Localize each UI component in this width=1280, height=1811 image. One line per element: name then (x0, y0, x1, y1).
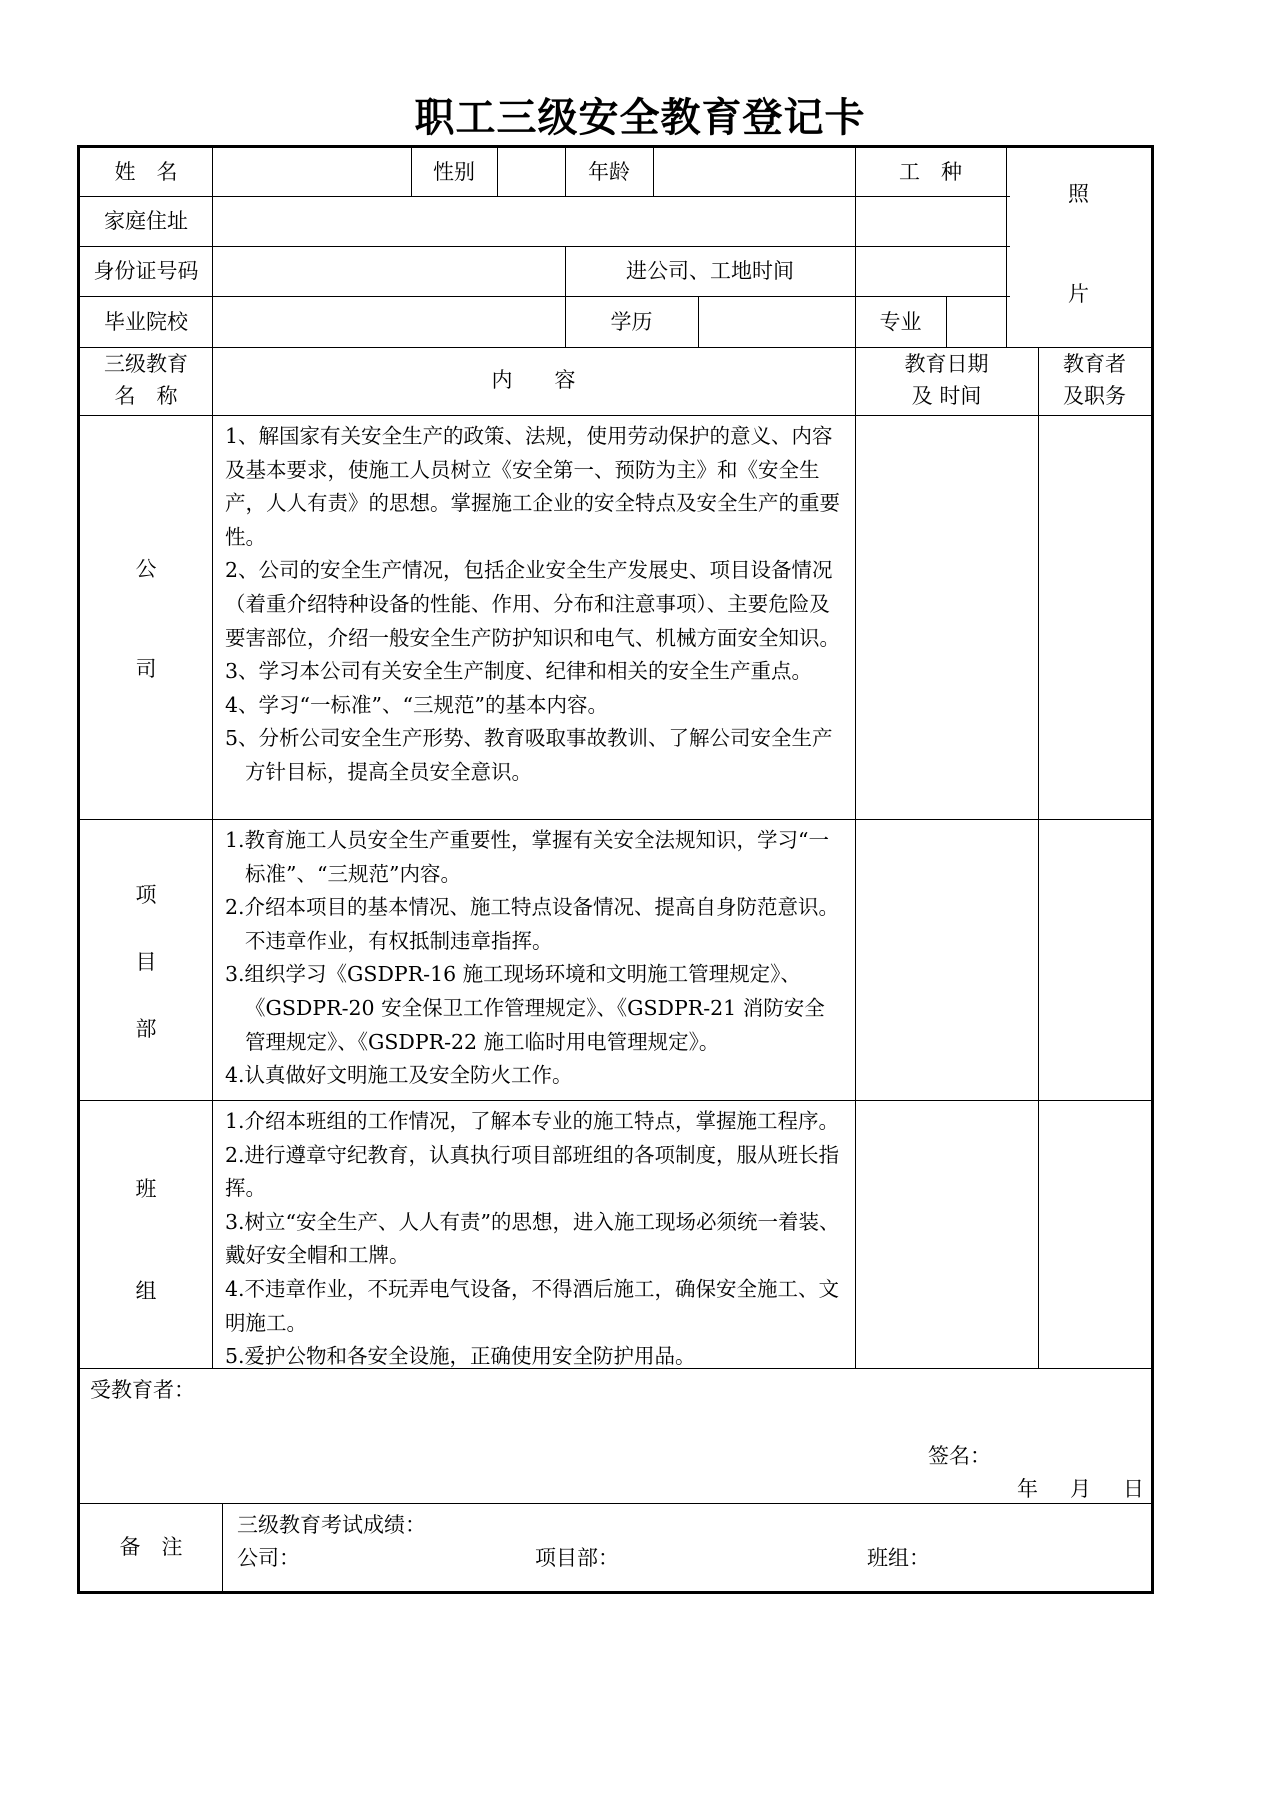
company-item-5: 5、分析公司安全生产形势、教育吸取事故教训、了解公司安全生产方针目标，提高全员安全意识。 (225, 726, 833, 784)
company-content (225, 420, 843, 790)
level-header-line1: 三级教育 (104, 352, 188, 376)
team-item-1: 1.介绍本班组的工作情况，了解本专业的施工特点，掌握施工程序。 (225, 1109, 840, 1133)
rule-row-9 (80, 1503, 1151, 1504)
photo-label-top: 照 (1068, 182, 1089, 206)
team-item-5: 5.爱护公物和各安全设施，正确使用安全防护用品。 (225, 1344, 696, 1369)
rule-row-2 (80, 246, 1010, 247)
educator-header-line2: 及职务 (1063, 384, 1126, 408)
project-item-4: 4.认真做好文明施工及安全防火工作。 (225, 1063, 573, 1088)
school-label: 毕业院校 (104, 310, 188, 334)
project-item-1: 1.教育施工人员安全生产重要性，掌握有关安全法规知识，学习“一标准”、“三规范”内容。 (225, 828, 830, 886)
project-content (225, 824, 843, 1093)
page-title: 职工三级安全教育登记卡 (414, 95, 866, 141)
rule-row-5 (80, 415, 1151, 416)
rule-col-remarks (222, 1503, 223, 1591)
team-content (225, 1105, 843, 1374)
rule-col-level (212, 347, 213, 1368)
registration-card-table (77, 145, 1154, 1594)
gender-label: 性别 (433, 160, 475, 184)
company-level-label-bottom: 司 (135, 657, 157, 681)
rule-col-date (855, 347, 856, 1368)
date-header-line2: 及 时间 (911, 384, 982, 408)
exam-score-label: 三级教育考试成绩： (237, 1513, 426, 1537)
team-score-label: 班组： (867, 1546, 930, 1570)
address-label: 家庭住址 (104, 209, 188, 233)
date-day-label: 日 (1123, 1477, 1144, 1501)
content-header: 内 容 (491, 368, 576, 392)
major-label: 专业 (879, 310, 922, 334)
project-item-2: 2.介绍本项目的基本情况、施工特点设备情况、提高自身防范意识。不违章作业，有权抵制违章指挥。 (225, 895, 840, 953)
rule-row-7 (80, 1100, 1151, 1101)
project-level-label-2: 目 (135, 950, 157, 974)
company-item-3: 3、学习本公司有关安全生产制度、纪律和相关的安全生产重点。 (225, 659, 813, 684)
project-item-3: 3.组织学习《GSDPR-16 施工现场环境和文明施工管理规定》、《GSDPR-20 安全保卫工作管理规定》、《GSDPR-21 消防安全管理规定》、《GSDPR-22 施工临时用电管理规定》。 (225, 962, 825, 1054)
date-year-label: 年 (1017, 1477, 1038, 1501)
id-number-label: 身份证号码 (93, 259, 199, 283)
rule-col-photo (1006, 148, 1007, 347)
rule-row-6 (80, 819, 1151, 820)
team-level-label-top: 班 (135, 1177, 157, 1201)
company-item-1: 1、解国家有关安全生产的政策、法规，使用劳动保护的意义、内容及基本要求，使施工人员树立《安全第一、预防为主》和《安全生产，人人有责》的思想。掌握施工企业的安全特点及安全生产的重要性。 (225, 424, 840, 549)
company-item-4: 4、学习“一标准”、“三规范”的基本内容。 (225, 692, 608, 717)
rule-row-1 (80, 196, 1010, 197)
team-level-label-bottom: 组 (135, 1279, 157, 1303)
rule-row-4 (80, 347, 1151, 348)
rule-col-age-right (653, 148, 654, 196)
company-item-2: 2、公司的安全生产情况，包括企业安全生产发展史、项目设备情况（着重介绍特种设备的性能、作用、分布和注意事项）、主要危险及要害部位，介绍一般安全生产防护知识和电气、机械方面安全知识。 (225, 558, 840, 650)
photo-label-bottom: 片 (1068, 282, 1089, 306)
team-item-4: 4.不违章作业，不玩弄电气设备，不得酒后施工，确保安全施工、文明施工。 (225, 1276, 840, 1335)
company-score-label: 公司： (237, 1546, 300, 1570)
educator-header-line1: 教育者 (1063, 352, 1126, 376)
rule-col-major (946, 296, 947, 347)
job-label: 工 种 (899, 160, 962, 184)
team-item-3: 3.树立“安全生产、人人有责”的思想，进入施工现场必须统一着装、戴好安全帽和工牌。 (225, 1209, 840, 1268)
age-label: 年龄 (588, 160, 630, 184)
company-level-label-top: 公 (135, 557, 157, 581)
rule-col-label (212, 148, 213, 347)
level-header-line2: 名 称 (114, 384, 178, 408)
date-month-label: 月 (1070, 1477, 1091, 1501)
project-score-label: 项目部： (535, 1546, 619, 1570)
date-header-line1: 教育日期 (904, 352, 989, 376)
education-label: 学历 (610, 310, 653, 334)
rule-col-gender-right (497, 148, 498, 196)
rule-col-educator (1038, 347, 1039, 1368)
join-time-label: 进公司、工地时间 (626, 259, 794, 283)
remarks-label: 备 注 (119, 1535, 183, 1559)
rule-row-3 (80, 296, 1010, 297)
project-level-label-3: 部 (135, 1017, 157, 1041)
project-level-label-1: 项 (135, 883, 157, 907)
trainee-label: 受教育者： (90, 1378, 195, 1402)
team-item-2: 2.进行遵章守纪教育，认真执行项目部班组的各项制度，服从班长指挥。 (225, 1142, 840, 1201)
rule-col-education (698, 296, 699, 347)
signature-label: 签名： (928, 1444, 991, 1468)
name-label: 姓 名 (114, 160, 178, 184)
